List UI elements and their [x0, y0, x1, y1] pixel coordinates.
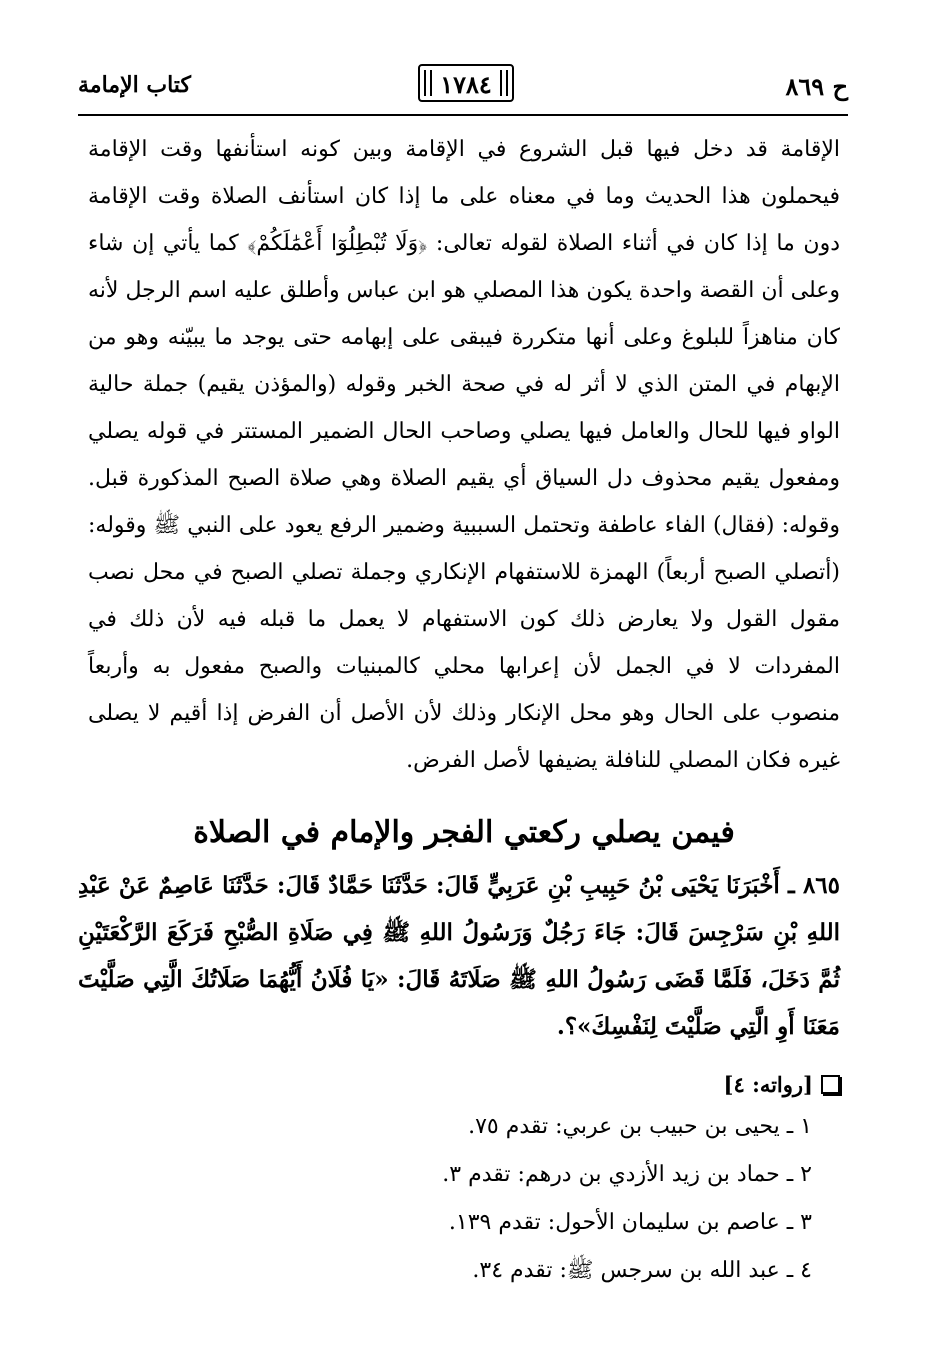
page-number: ١٧٨٤ — [418, 64, 514, 102]
narrator-item: ٢ ـ حماد بن زيد الأزدي بن درهم: تقدم ٣. — [442, 1162, 812, 1187]
hadith-text: ٨٦٥ ـ أَخْبَرَنَا يَحْيَى بْنُ حَبِيبِ بْنِ عَرَبِيٍّ قَالَ: حَدَّثَنَا حَمَّادٌ قَالَ: حَدَّثَنَا عَاصِمٌ عَنْ عَبْدِ اللهِ بْنِ سَرْجِسَ قَالَ: جَاءَ رَجُلٌ وَرَسُولُ اللهِ ﷺ فِي صَلَاةِ الصُّبْحِ فَرَكَعَ الرَّكْعَتَيْنِ ثُمَّ دَخَلَ، فَلَمَّا قَضَى رَسُولُ اللهِ ﷺ صَلَاتَهُ قَالَ: «يَا فُلَانُ أَيُّهُمَا صَلَاتُكَ الَّتِي صَلَّيْتَ مَعَنَا أَوِ الَّتِي صَلَّيْتَ لِنَفْسِكَ»؟. — [78, 872, 840, 1040]
narrator-item: ٤ ـ عبد الله بن سرجس ﷺ: تقدم ٣٤. — [472, 1258, 812, 1283]
header-rule — [78, 114, 848, 116]
commentary-paragraph: الإقامة قد دخل فيها قبل الشروع في الإقامة وبين كونه استأنفها وقت الإقامة فيحملون هذا الحديث وما في معناه على ما إذا كان استأنف الصلاة وقت الإقامة دون ما إذا كان في أثناء الصلاة لقوله تعالى: ﴿وَلَا تُبْطِلُوٓا أَعْمَٰلَكُمْ﴾ كما يأتي إن شاء وعلى أن القصة واحدة يكون هذا المصلي هو ابن عباس وأطلق عليه اسم الرجل لأنه كان مناهزاً للبلوغ وعلى أنها متكررة فيبقى على إبهامه حتى يوجد ما يبيّنه وهو من الإبهام في المتن الذي لا أثر له في صحة الخبر وقوله (والمؤذن يقيم) جملة حالية الواو فيها للحال والعامل فيها يصلي وصاحب الحال الضمير المستتر في قوله يصلي ومفعول يقيم محذوف دل السياق أي يقيم الصلاة وهي صلاة الصبح المذكورة قبل. وقوله: (فقال) الفاء عاطفة وتحتمل السببية وضمير الرفع يعود على النبي ﷺ وقوله: (أتصلي الصبح أربعاً) الهمزة للاستفهام الإنكاري وجملة تصلي الصبح في محل نصب مقول القول ولا يعارض ذلك كون الاستفهام لا يعمل ما قبله فيه لأن ذلك في المفردات لا في الجمل لأن إعرابها محلي كالمبنيات والصبح مفعول به وأربعاً منصوب على الحال وهو محل الإنكار وذلك لأن الأصل أن الفرض إذا أقيم لا يصلى غيره فكان المصلي للنافلة يضيفها لأصل الفرض. — [88, 137, 841, 773]
hadith-range-ref: ح ٨٦٩ — [785, 72, 848, 101]
narrator-item: ٣ ـ عاصم بن سليمان الأحول: تقدم ١٣٩. — [448, 1210, 812, 1235]
narrators-list — [88, 1103, 840, 1295]
square-bullet-icon — [821, 1075, 840, 1094]
commentary-text — [88, 126, 840, 784]
narrator-item: ١ ـ يحيى بن حبيب بن عربي: تقدم ٧٥. — [468, 1114, 812, 1139]
narrators-title-label: [رواته: ٤] — [723, 1072, 813, 1097]
page-header — [78, 64, 848, 108]
narrators-title — [88, 1072, 840, 1097]
chapter-heading: فيمن يصلي ركعتي الفجر والإمام في الصلاة — [193, 815, 735, 850]
book-title: كتاب الإمامة — [78, 72, 191, 98]
narrators-section — [88, 1072, 840, 1295]
